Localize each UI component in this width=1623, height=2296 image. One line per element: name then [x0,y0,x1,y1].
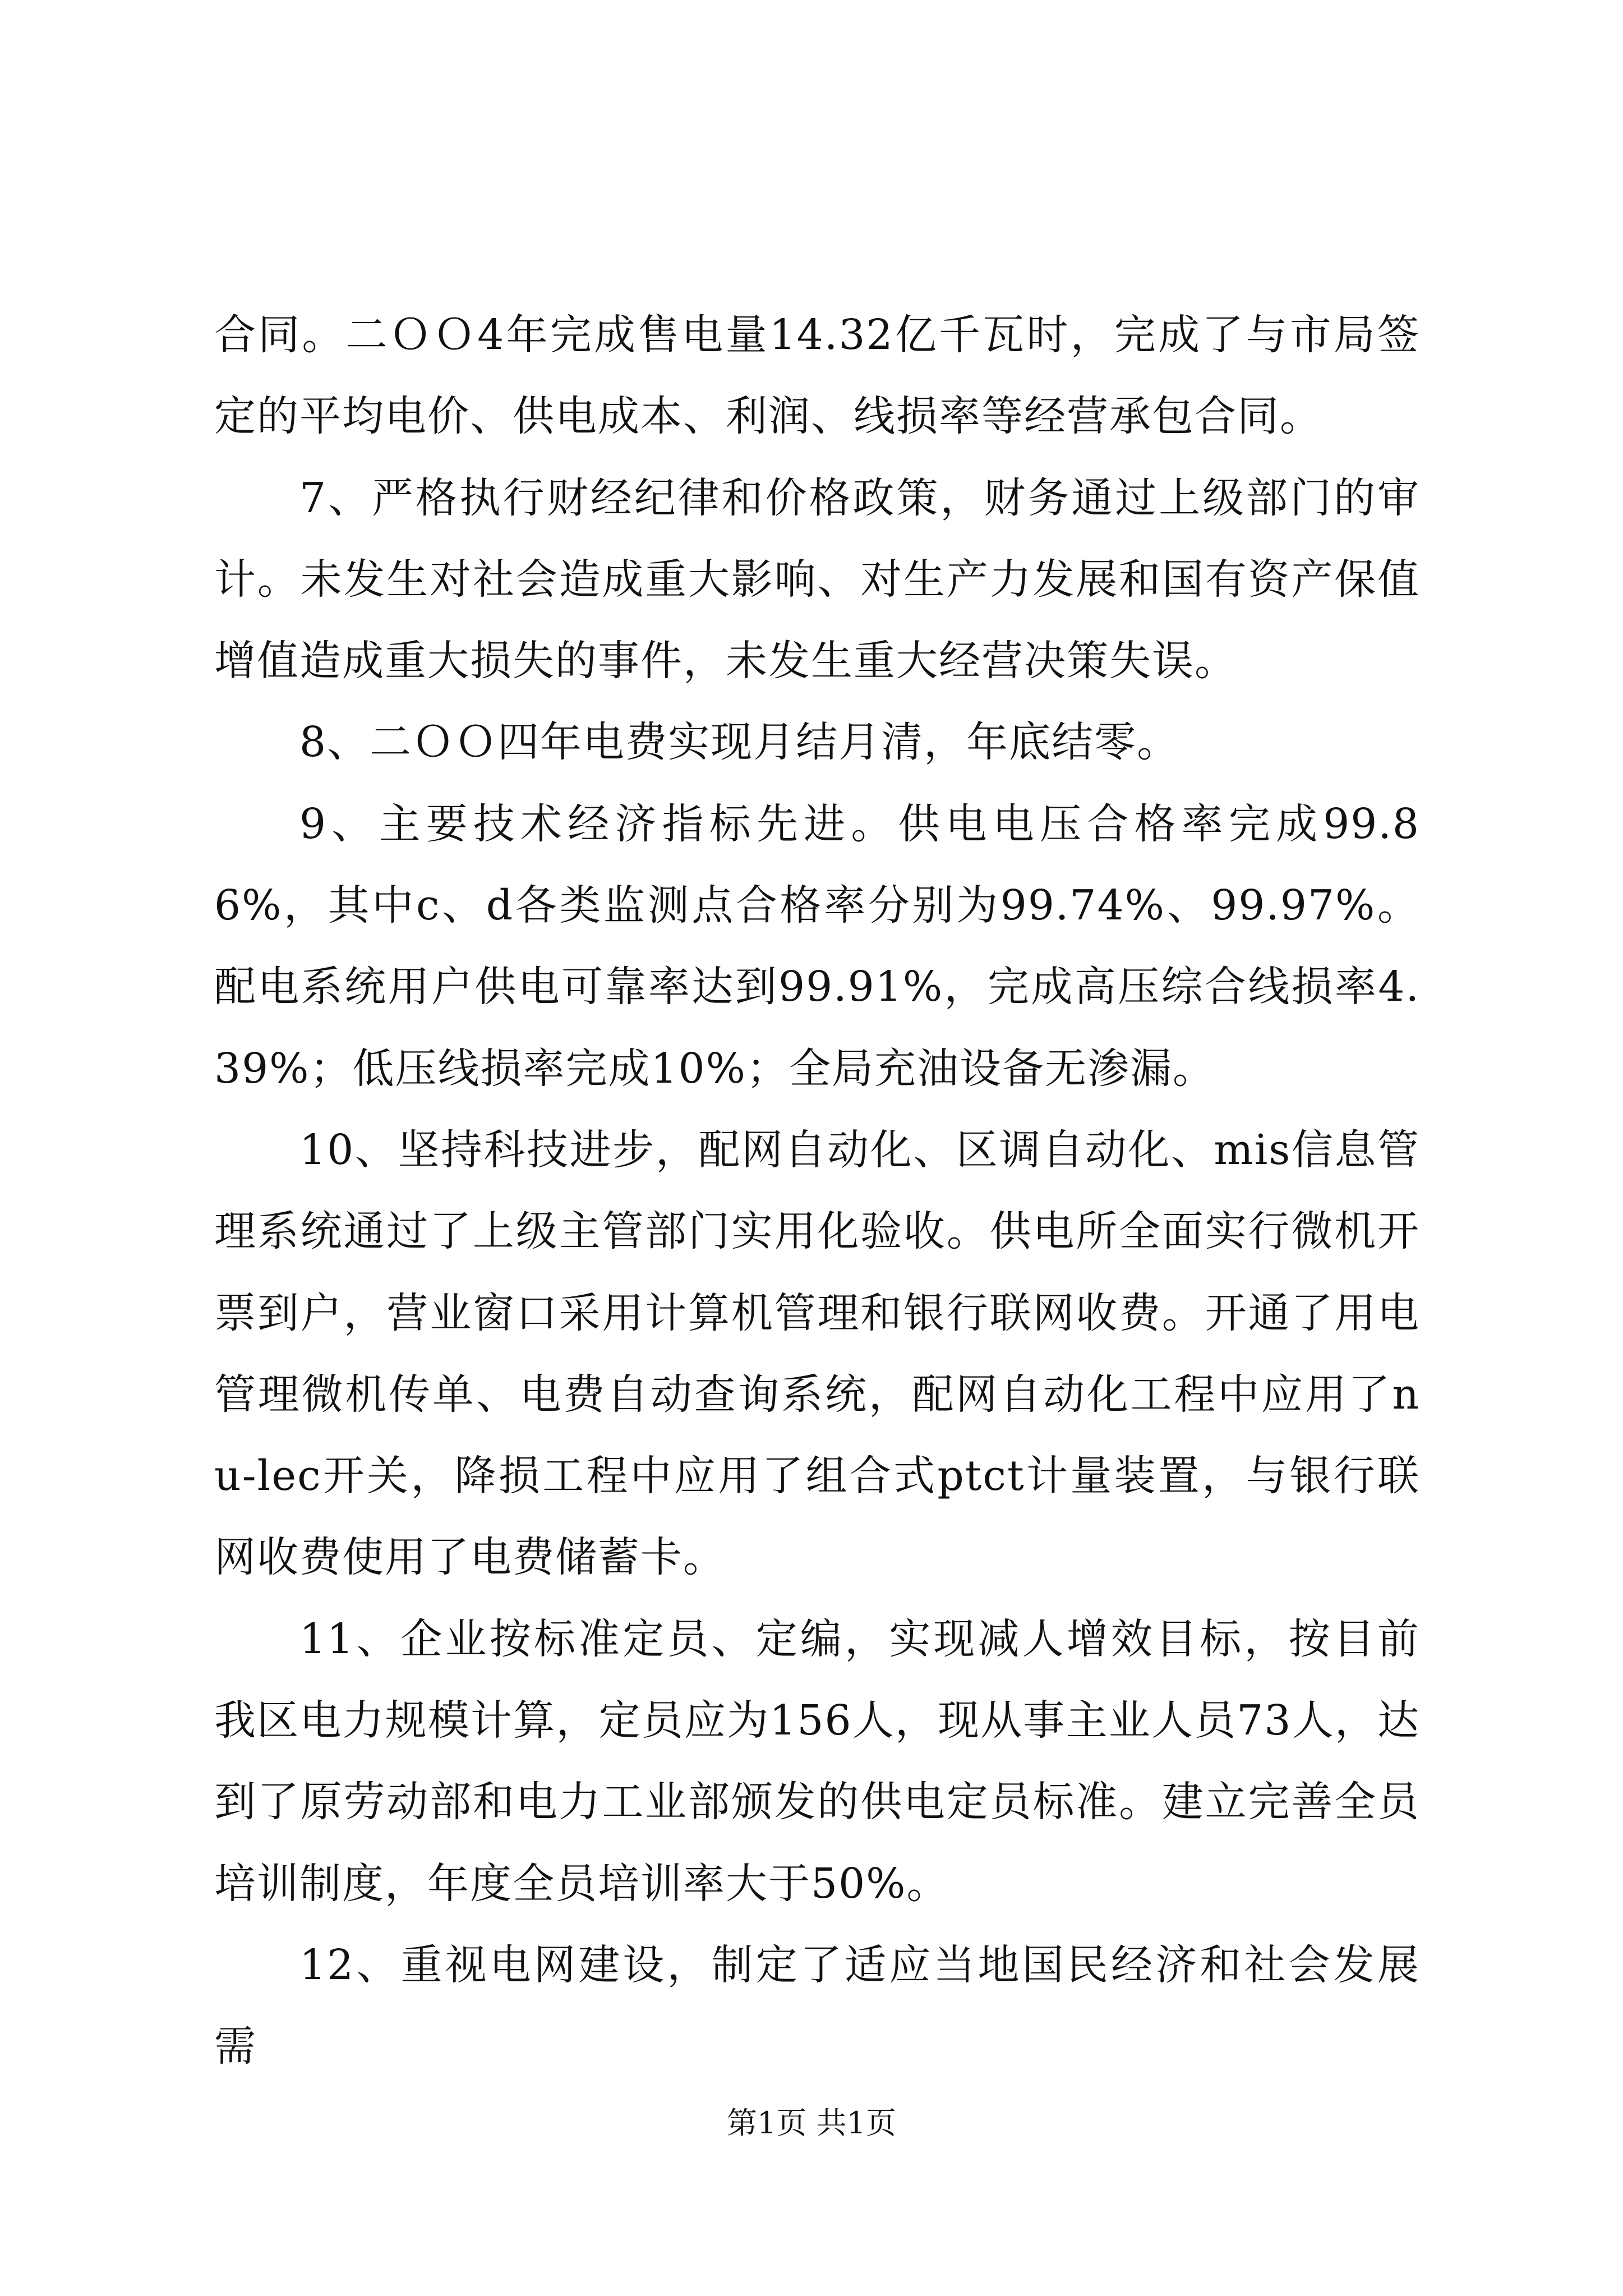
document-body [214,295,1420,2088]
paragraph-item-11: 11、企业按标准定员、定编，实现减人增效目标，按目前我区电力规模计算，定员应为156人，现从事主业人员73人，达到了原劳动部和电力工业部颁发的供电定员标准。建立完善全员培训制度，年度全员培训率大于50%。 [214,1614,1420,1908]
paragraph-item-7: 7、严格执行财经纪律和价格政策，财务通过上级部门的审计。未发生对社会造成重大影响、对生产力发展和国有资产保值增值造成重大损失的事件，未发生重大经营决策失误。 [214,473,1420,685]
paragraph-item-12: 12、重视电网建设，制定了适应当地国民经济和社会发展需 [214,1940,1420,2071]
paragraph-item-10: 10、坚持科技进步，配网自动化、区调自动化、mis信息管理系统通过了上级主管部门实用化验收。供电所全面实行微机开票到户，营业窗口采用计算机管理和银行联网收费。开通了用电管理微机传单、电费自动查询系统，配网自动化工程中应用了nu-lec开关，降损工程中应用了组合式ptct计量装置，与银行联网收费使用了电费储蓄卡。 [214,1125,1420,1582]
paragraph-continuation: 合同。二ＯＯ4年完成售电量14.32亿千瓦时，完成了与市局签定的平均电价、供电成本、利润、线损率等经营承包合同。 [214,311,1420,441]
paragraph-item-9: 9、主要技术经济指标先进。供电电压合格率完成99.86%，其中c、d各类监测点合格率分别为99.74%、99.97%。配电系统用户供电可靠率达到99.91%，完成高压综合线损率4.39%；低压线损率完成10%；全局充油设备无渗漏。 [214,799,1420,1093]
paragraph-item-8: 8、二ＯＯ四年电费实现月结月清，年底结零。 [299,718,1180,767]
page-footer: 第1页 共1页 [727,2105,896,2141]
